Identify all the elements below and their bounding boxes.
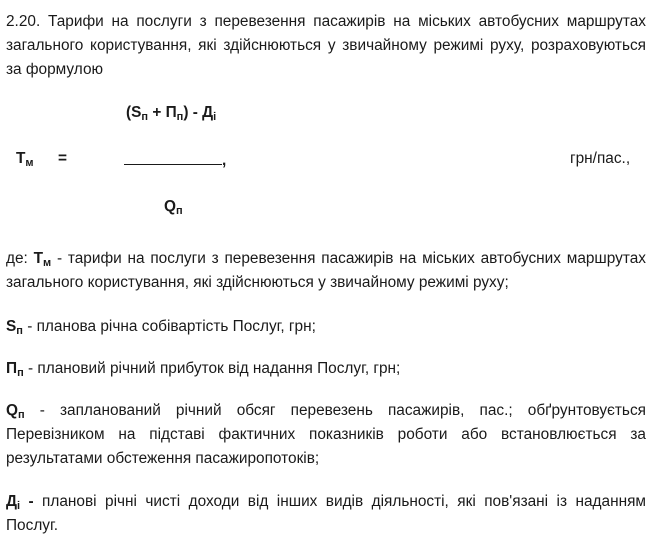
lhs-symbol: Т xyxy=(16,150,26,167)
sp-symbol-sub: п xyxy=(16,325,23,337)
di-symbol-dash: - xyxy=(20,493,34,510)
fraction-line xyxy=(124,150,222,165)
qp-description: - запланований річний обсяг перевезень пасажирів, пас.; обґрунтовується Перевізником на підставі фактичних показників роботи або встановлюється за результатами обстеження пасажиропотоків; xyxy=(6,402,646,467)
definition-qp xyxy=(6,399,646,471)
fraction-comma: , xyxy=(222,152,227,169)
qp-symbol-letter: Q xyxy=(6,402,18,419)
definition-tm xyxy=(6,247,646,295)
num-sub-d: і xyxy=(213,111,217,123)
di-symbol-letter: Д xyxy=(6,493,17,510)
definition-pp xyxy=(6,357,646,381)
num-open: (S xyxy=(126,104,142,121)
di-description: планові річні чисті доходи від інших видів діяльності, які пов'язані із наданням Послуг. xyxy=(6,493,646,534)
tm-symbol-sub: м xyxy=(43,257,52,269)
formula-equals: = xyxy=(58,150,67,167)
den-symbol: Q xyxy=(164,198,176,215)
intro-paragraph: 2.20. Тарифи на послуги з перевезення пасажирів на міських автобусних маршрутах загального користування, які здійснюються у звичайному режимі руху, розраховуються за формулою xyxy=(6,13,646,78)
qp-symbol xyxy=(6,402,25,419)
num-close: ) - Д xyxy=(183,104,214,121)
sp-symbol xyxy=(6,318,23,335)
sp-symbol-letter: S xyxy=(6,318,17,335)
pp-symbol xyxy=(6,360,24,377)
di-symbol-sub: і xyxy=(16,500,21,512)
tm-description: - тарифи на послуги з перевезення пасажирів на міських автобусних маршрутах загального користування, які здійснюються у звичайному режимі руху; xyxy=(6,250,646,291)
tm-symbol xyxy=(34,250,52,267)
num-sub-s: п xyxy=(141,111,149,123)
definition-di xyxy=(6,490,646,538)
tm-symbol-letter: Т xyxy=(33,250,44,267)
qp-symbol-sub: п xyxy=(17,409,25,421)
lhs-sub: м xyxy=(25,157,34,169)
formula-unit: грн/пас., xyxy=(570,150,631,167)
definition-sp xyxy=(6,315,646,339)
pp-symbol-sub: п xyxy=(17,367,24,379)
sp-description: - планова річна собівартість Послуг, грн; xyxy=(22,318,316,335)
pp-description: - плановий річний прибуток від надання Послуг, грн; xyxy=(23,360,401,377)
tariff-formula xyxy=(6,0,646,240)
pp-symbol-letter: П xyxy=(6,360,18,377)
formula-denominator xyxy=(164,198,183,216)
den-sub: п xyxy=(175,205,183,217)
num-plus: + П xyxy=(148,104,177,121)
formula-fraction-bar xyxy=(124,150,226,170)
di-symbol xyxy=(6,493,34,510)
formula-lhs xyxy=(16,150,34,168)
num-sub-p: п xyxy=(176,111,184,123)
definition-prefix: де: xyxy=(6,250,34,267)
formula-numerator xyxy=(126,104,216,122)
